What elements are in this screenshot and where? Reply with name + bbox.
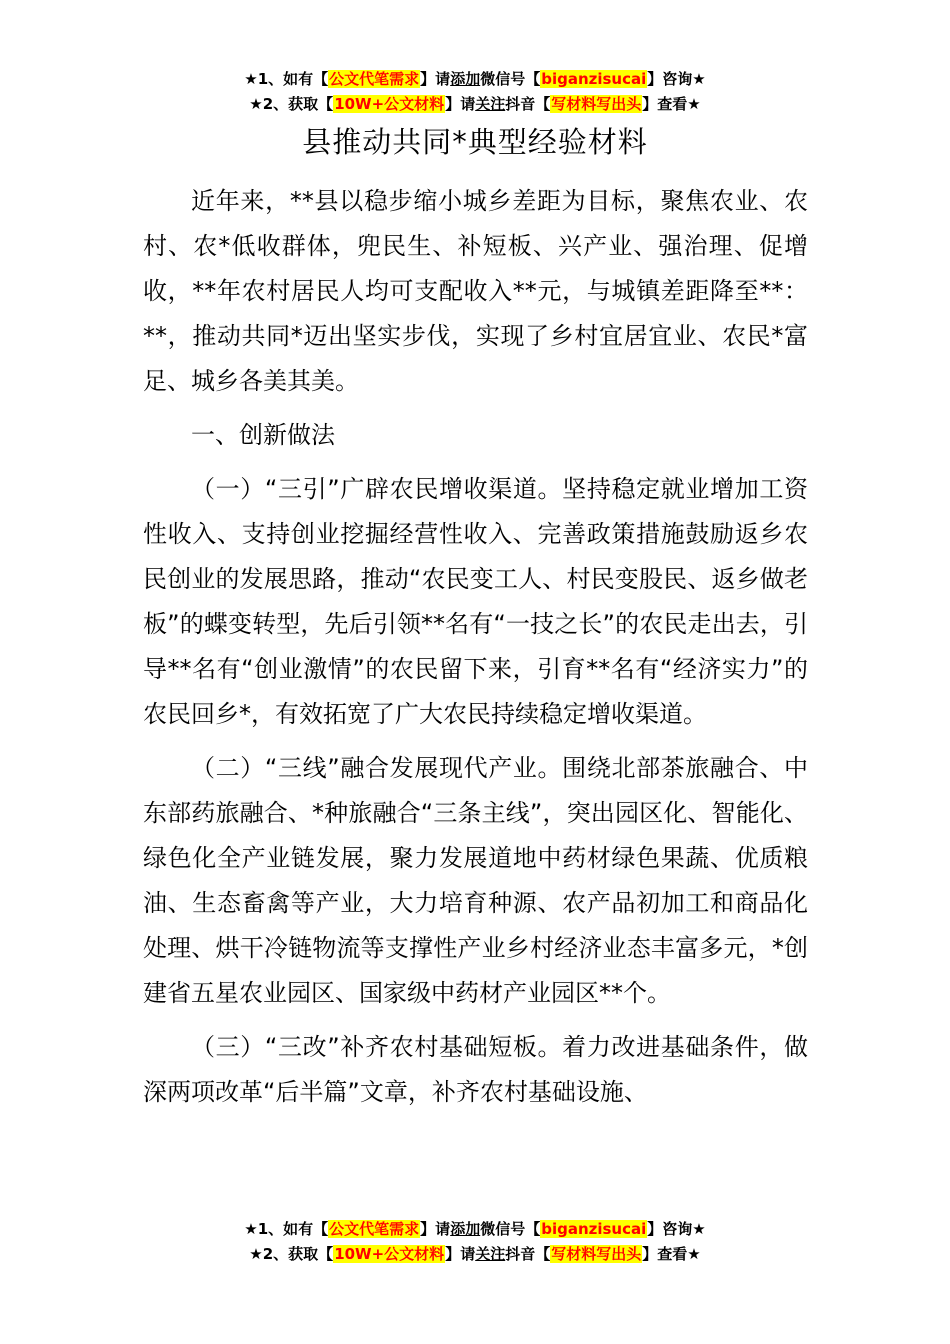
promo-text: ★2、获取【 xyxy=(249,95,334,113)
promo-line-2 xyxy=(0,92,950,117)
document-title: 县推动共同*典型经验材料 xyxy=(302,125,648,159)
paragraph-item-2: （二）“三线”融合发展现代产业。围绕北部茶旅融合、中东部药旅融合、*种旅融合“三条主线”，突出园区化、智能化、绿色化全产业链发展，聚力发展道地中药材绿色果蔬、优质粮油、生态畜禽等产业，大力培育种源、农产品初加工和商品化处理、烘干冷链物流等支撑性产业乡村经济业态丰富多元，*创建省五星农业园区、国家级中药材产业园区**个。 xyxy=(143,754,808,1007)
promo-text: 】查看★ xyxy=(642,1245,701,1263)
promo-underlined-text: 添加 xyxy=(450,70,481,88)
promo-text: ★1、如有【 xyxy=(244,70,329,88)
top-promo-banner xyxy=(0,67,950,117)
document-body xyxy=(143,179,808,1124)
promo-highlight: 写材料写出头 xyxy=(551,95,642,113)
promo-underlined-text: 添加 xyxy=(450,1220,481,1238)
promo-text: 】咨询★ xyxy=(647,70,706,88)
promo-text: 】请 xyxy=(445,95,476,113)
promo-text: 微信号【 xyxy=(480,70,541,88)
promo-underlined-text: 关注 xyxy=(475,95,506,113)
promo-text: 】查看★ xyxy=(642,95,701,113)
paragraph-item-3: （三）“三改”补齐农村基础短板。着力改进基础条件，做深两项改革“后半篇”文章，补齐农村基础设施、 xyxy=(143,1033,808,1106)
promo-highlight: biganzisucai xyxy=(541,70,647,88)
promo-text: 】请 xyxy=(420,70,451,88)
paragraph-item-1: （一）“三引”广辟农民增收渠道。坚持稳定就业增加工资性收入、支持创业挖掘经营性收入、完善政策措施鼓励返乡农民创业的发展思路，推动“农民变工人、村民变股民、返乡做老板”的蝶变转型，先后引领**名有“一技之长”的农民走出去，引导**名有“创业激情”的农民留下来，引育**名有“经济实力”的农民回乡*，有效拓宽了广大农民持续稳定增收渠道。 xyxy=(143,475,808,728)
promo-line-2 xyxy=(0,1242,950,1267)
section-heading: 一、创新做法 xyxy=(191,421,335,449)
paragraph-intro: 近年来，**县以稳步缩小城乡差距为目标，聚焦农业、农村、农*低收群体，兜民生、补短板、兴产业、强治理、促增收，**年农村居民人均可支配收入**元，与城镇差距降至**：**，推动共同*迈出坚实步伐，实现了乡村宜居宜业、农民*富足、城乡各美其美。 xyxy=(143,187,808,395)
promo-text: 抖音【 xyxy=(505,1245,551,1263)
promo-line-1 xyxy=(0,67,950,92)
promo-line-1 xyxy=(0,1217,950,1242)
promo-highlight: 公文代笔需求 xyxy=(329,70,420,88)
promo-text: ★1、如有【 xyxy=(244,1220,329,1238)
promo-highlight: 写材料写出头 xyxy=(551,1245,642,1263)
promo-highlight: 10W+公文材料 xyxy=(334,1245,445,1263)
promo-text: 】请 xyxy=(445,1245,476,1263)
promo-text: 抖音【 xyxy=(505,95,551,113)
promo-text: ★2、获取【 xyxy=(249,1245,334,1263)
promo-text: 】咨询★ xyxy=(647,1220,706,1238)
bottom-promo-banner xyxy=(0,1217,950,1267)
promo-text: 】请 xyxy=(420,1220,451,1238)
promo-highlight: biganzisucai xyxy=(541,1220,647,1238)
promo-underlined-text: 关注 xyxy=(475,1245,506,1263)
promo-highlight: 公文代笔需求 xyxy=(329,1220,420,1238)
promo-text: 微信号【 xyxy=(480,1220,541,1238)
promo-highlight: 10W+公文材料 xyxy=(334,95,445,113)
